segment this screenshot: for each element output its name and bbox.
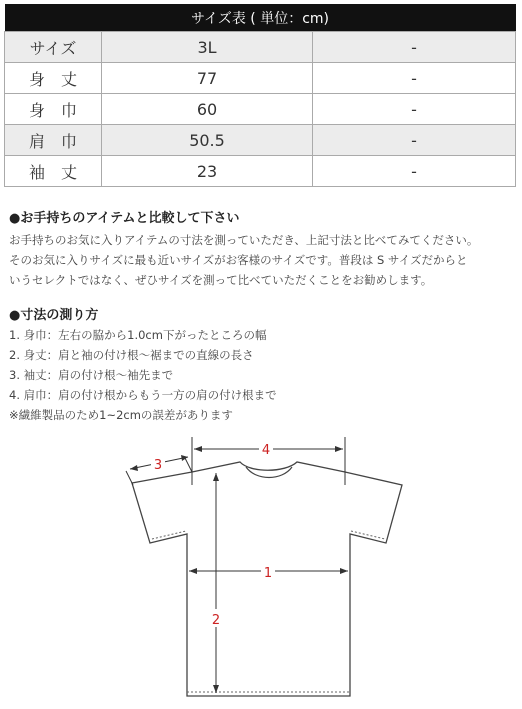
row-extra: - [313,156,516,187]
row-extra: - [313,32,516,63]
label-length: 2 [211,613,221,628]
size-table [4,4,516,187]
row-value: 77 [102,63,313,94]
compare-heading: ●お手持ちのアイテムと比較して下さい [9,211,240,226]
compare-line: そのお気に入りサイズに最も近いサイズがお客様のサイズです。普段は S サイズだからと [9,253,468,267]
table-row [5,32,516,63]
measure-heading: ●寸法の測り方 [9,308,99,323]
row-label: 身 丈 [5,63,102,94]
label-width: 1 [263,566,273,581]
label-shoulder: 4 [261,443,271,458]
size-table-title: サイズ表 ( 単位：cm) [5,4,516,32]
row-value: 23 [102,156,313,187]
measure-item: ※繊維製品のため1~2cmの誤差があります [9,408,233,422]
table-row [5,94,516,125]
row-extra: - [313,125,516,156]
table-row [5,63,516,94]
row-value: 3L [102,32,313,63]
table-row [5,156,516,187]
measure-item: 1. 身巾：左右の脇から1.0cm下がったところの幅 [9,328,267,342]
measure-item: 2. 身丈：肩と袖の付け根～裾までの直線の長さ [9,348,254,362]
row-label: 袖 丈 [5,156,102,187]
measure-item: 4. 肩巾：肩の付け根からもう一方の肩の付け根まで [9,388,277,402]
row-extra: - [313,94,516,125]
row-label: サイズ [5,32,102,63]
compare-line: お手持ちのお気に入りアイテムの寸法を測っていただき、上記寸法と比べてみてください。 [9,233,479,247]
row-value: 60 [102,94,313,125]
row-value: 50.5 [102,125,313,156]
table-row [5,125,516,156]
row-label: 肩 巾 [5,125,102,156]
row-label: 身 巾 [5,94,102,125]
measure-item: 3. 袖丈：肩の付け根～袖先まで [9,368,174,382]
row-extra: - [313,63,516,94]
tshirt-measurement-diagram [0,425,522,709]
label-sleeve: 3 [153,458,163,473]
compare-line: いうセレクトではなく、ぜひサイズを測って比べていただくことをお勧めします。 [9,273,433,287]
